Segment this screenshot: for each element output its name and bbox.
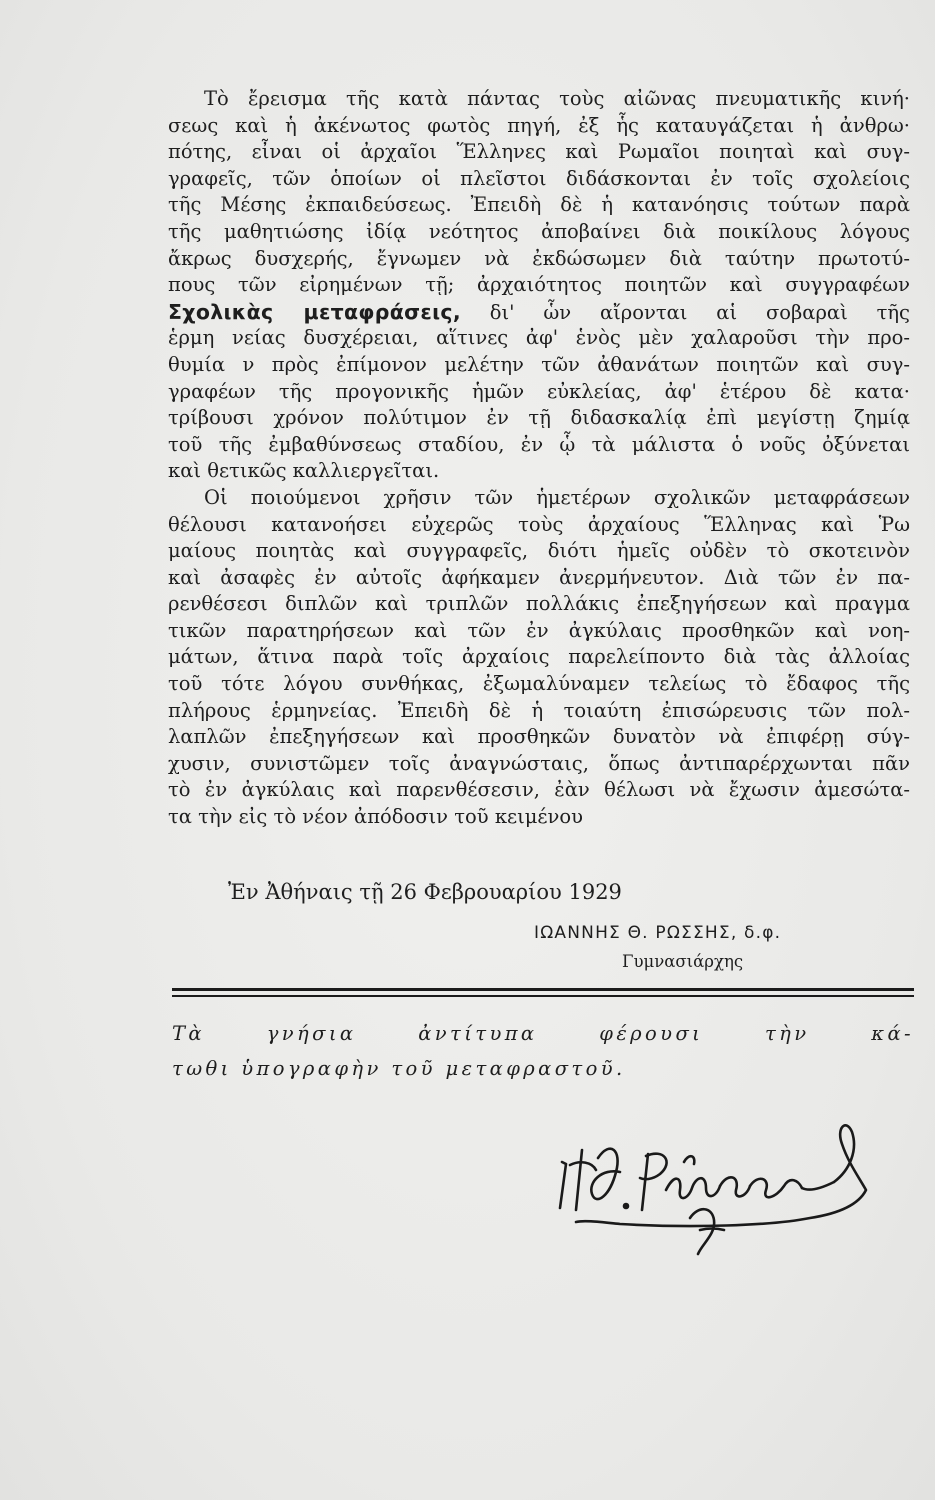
text-line: ἄκρως δυσχερής, ἔγνωμεν νὰ ἐκδώσωμεν διὰ ταύτην πρωτοτύ- <box>168 246 910 270</box>
text-line: ρενθέσεσι διπλῶν καὶ τριπλῶν πολλάκις ἐπεξηγήσεων καὶ πραγμα <box>168 592 910 616</box>
text-line: ἑρμη νείας δυσχέρειαι, αἵτινες ἀφ' ἑνὸς μὲν χαλαροῦσι τὴν προ- <box>168 326 910 350</box>
text-line: τοῦ τότε λόγου συνθήκας, ἐξωμαλύναμεν τελείως τὸ ἔδαφος τῆς <box>168 672 910 696</box>
divider-rule <box>172 995 914 997</box>
text-line: καὶ θετικῶς καλλιεργεῖται. <box>168 459 440 483</box>
text-line: γραφεῖς, τῶν ὁποίων οἱ πλεῖστοι διδάσκονται ἐν τοῖς σχολείοις <box>168 166 910 190</box>
text-line: πλήρους ἑρμηνείας. Ἐπειδὴ δὲ ἡ τοιαύτη ἐπισώρευσις τῶν πολ- <box>168 698 910 722</box>
text-line: σεως καὶ ἡ ἀκένωτος φωτὸς πηγή, ἐξ ἧς καταυγάζεται ἡ ἀνθρω· <box>168 113 910 137</box>
text-line: λαπλῶν ἐπεξηγήσεων καὶ προσθηκῶν δυνατὸν νὰ ἐπιφέρῃ σύγ- <box>168 725 910 749</box>
text-line: καὶ ἀσαφὲς ἐν αὐτοῖς ἀφήκαμεν ἀνερμήνευτον. Διὰ τῶν ἐν πα- <box>168 565 910 589</box>
text-line: θυμία ν πρὸς ἐπίμονον μελέτην τῶν ἀθανάτων ποιητῶν καὶ συγ- <box>168 352 910 376</box>
text-line: μάτων, ἅτινα παρὰ τοῖς ἀρχαίοις παρελείποντο διὰ τὰς ἀλλοίας <box>168 645 910 669</box>
text-line: τὸ ἐν ἀγκύλαις καὶ παρενθέσεσιν, ἐὰν θέλωσι νὰ ἔχωσιν ἀμεσώτα- <box>168 778 910 802</box>
author-title: Γυμνασιάρχης <box>622 952 744 971</box>
handwritten-signature <box>540 1110 880 1260</box>
text-line: Οἱ ποιούμενοι χρῆσιν τῶν ἡμετέρων σχολικῶν μεταφράσεων <box>204 485 910 509</box>
date-line: Ἐν Ἀθήναις τῇ 26 Φεβρουαρίου 1929 <box>228 880 622 904</box>
preface-text <box>168 86 910 831</box>
text-line: τῆς Μέσης ἐκπαιδεύσεως. Ἐπειδὴ δὲ ἡ κατανόησις τούτων παρὰ <box>168 193 910 217</box>
authenticity-notice-line: τωθι ὑπογραφὴν τοῦ μεταφραστοῦ. <box>172 1057 626 1080</box>
authenticity-notice-line: Τὰ γνήσια ἀντίτυπα φέρουσι τὴν κά- <box>172 1022 914 1045</box>
text-line: Τὸ ἔρεισμα τῆς κατὰ πάντας τοὺς αἰῶνας πνευματικῆς κινή· <box>204 87 910 110</box>
text-line-bold <box>168 299 910 326</box>
text-line: τοῦ τῆς ἐμβαθύνσεως σταδίου, ἐν ᾧ τὰ μάλιστα ὁ νοῦς ὀξύνεται <box>168 432 910 456</box>
text-line: χυσιν, συνιστῶμεν τοῖς ἀναγνώσταις, ὅπως ἀντιπαρέρχωνται πᾶν <box>168 751 910 775</box>
text-line: πότης, εἶναι οἱ ἀρχαῖοι Ἕλληνες καὶ Ρωμαῖοι ποιηταὶ καὶ συγ- <box>168 140 910 164</box>
text-line: τρίβουσι χρόνον πολύτιμον ἐν τῇ διδασκαλίᾳ ἐπὶ μεγίστῃ ζημίᾳ <box>168 406 910 430</box>
bold-phrase: Σχολικὰς μεταφράσεις, <box>168 299 461 324</box>
text-line: μαίους ποιητὰς καὶ συγγραφεῖς, διότι ἡμεῖς οὐδὲν τὸ σκοτεινὸν <box>168 539 910 563</box>
text-line: θέλουσι κατανοήσει εὐχερῶς τοὺς ἀρχαίους Ἕλληνας καὶ Ῥω <box>168 512 910 536</box>
author-name: ΙΩΑΝΝΗΣ Θ. ΡΩΣΣΗΣ, δ.φ. <box>534 923 782 943</box>
divider-rule <box>172 988 914 991</box>
text-line-rest: δι' ὧν αἴρονται αἱ σοβαραὶ τῆς <box>460 300 910 324</box>
text-line: τῆς μαθητιώσης ἰδίᾳ νεότητος ἀποβαίνει διὰ ποικίλους λόγους <box>168 219 910 243</box>
text-line: τικῶν παρατηρήσεων καὶ τῶν ἐν ἀγκύλαις προσθηκῶν καὶ νοη- <box>168 618 910 642</box>
text-line: πους τῶν εἰρημένων τῇ; ἀρχαιότητος ποιητῶν καὶ συγγραφέων <box>168 273 910 297</box>
text-line: γραφέων τῆς προγονικῆς ἡμῶν εὐκλείας, ἀφ' ἑτέρου δὲ κατα· <box>168 379 910 403</box>
text-line: τα τὴν εἰς τὸ νέον ἀπόδοσιν τοῦ κειμένου <box>168 805 583 829</box>
